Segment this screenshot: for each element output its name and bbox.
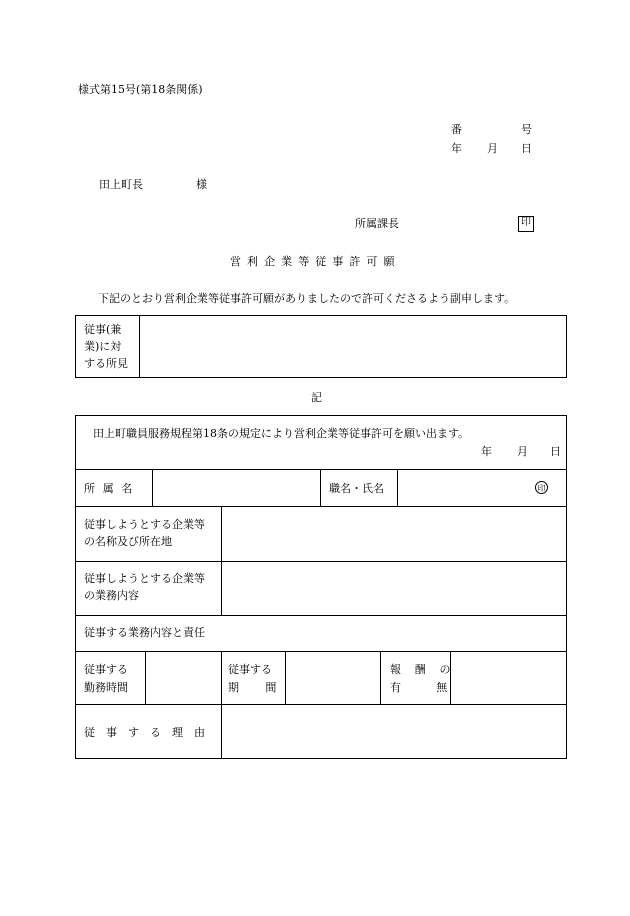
opinion-label-line2: 業)に対 <box>84 340 122 353</box>
pay-field[interactable] <box>452 653 565 702</box>
header-month: 月 <box>487 142 498 155</box>
business-label-line1: 従事しようとする企業等 <box>84 572 205 585</box>
hours-label-line1: 従事する <box>84 663 128 676</box>
pay-label-divider <box>380 651 381 704</box>
opinion-field[interactable] <box>141 317 565 376</box>
row-divider-6 <box>75 704 567 705</box>
application-year: 年 <box>481 445 492 458</box>
opinion-label-line1: 従事(兼 <box>84 323 122 336</box>
period-divider <box>285 651 286 704</box>
reason-label: 従事する理由 <box>84 726 216 739</box>
form-number: 様式第15号(第18条関係) <box>78 83 203 96</box>
header-year: 年 <box>451 142 462 155</box>
opinion-label-line3: する所見 <box>84 357 128 370</box>
addressee-name: 田上町長 <box>99 178 143 191</box>
pay-label-line2: 有無 <box>390 681 483 694</box>
row-divider-4 <box>75 615 567 616</box>
duties-label: 従事する業務内容と責任 <box>84 626 205 639</box>
period-label-line2: 期間 <box>228 681 303 694</box>
hours-field[interactable] <box>147 653 219 702</box>
ki-mark: 記 <box>311 391 322 404</box>
application-month: 月 <box>517 445 528 458</box>
number-suffix: 号 <box>521 123 532 136</box>
dept-divider <box>152 469 153 506</box>
dept-label: 所属名 <box>84 482 141 495</box>
business-field[interactable] <box>223 563 565 613</box>
opinion-divider <box>139 315 140 378</box>
application-day: 日 <box>550 445 561 458</box>
pay-divider <box>450 651 451 704</box>
label-column-divider-lower <box>221 651 222 759</box>
period-label-line1: 従事する <box>228 663 272 676</box>
row-divider-2 <box>75 506 567 507</box>
title-name-label: 職名・氏名 <box>329 482 384 495</box>
application-statement: 田上町職員服務規程第18条の規定により営利企業等従事許可を願い出ます。 <box>93 427 470 440</box>
addressee-honorific: 様 <box>196 178 207 191</box>
document-title: 営利企業等従事許可願 <box>230 255 401 268</box>
intro-text: 下記のとおり営利企業等従事許可願がありましたので許可くださるよう副申します。 <box>98 292 516 305</box>
company-label-line1: 従事しようとする企業等 <box>84 518 205 531</box>
business-label-line2: の業務内容 <box>84 589 139 602</box>
section-chief-seal: 印 <box>518 216 534 232</box>
row-divider-5 <box>75 651 567 652</box>
company-field[interactable] <box>223 508 565 559</box>
hours-divider <box>145 651 146 704</box>
row-divider-3 <box>75 561 567 562</box>
pay-label-line1: 報酬の <box>390 663 465 676</box>
title-name-field[interactable] <box>399 471 529 504</box>
name-label-divider-left <box>320 469 321 506</box>
reason-field[interactable] <box>223 706 565 757</box>
duties-field[interactable] <box>77 642 565 648</box>
applicant-seal: 印 <box>535 481 548 494</box>
section-chief-label: 所属課長 <box>355 217 399 230</box>
hours-label-line2: 勤務時間 <box>84 681 128 694</box>
number-label: 番 <box>451 123 462 136</box>
dept-field[interactable] <box>154 471 318 504</box>
header-day: 日 <box>521 142 532 155</box>
period-field[interactable] <box>287 653 378 702</box>
name-label-divider-right <box>397 469 398 506</box>
company-label-line2: の名称及び所在地 <box>84 535 172 548</box>
row-divider-1 <box>75 469 567 470</box>
